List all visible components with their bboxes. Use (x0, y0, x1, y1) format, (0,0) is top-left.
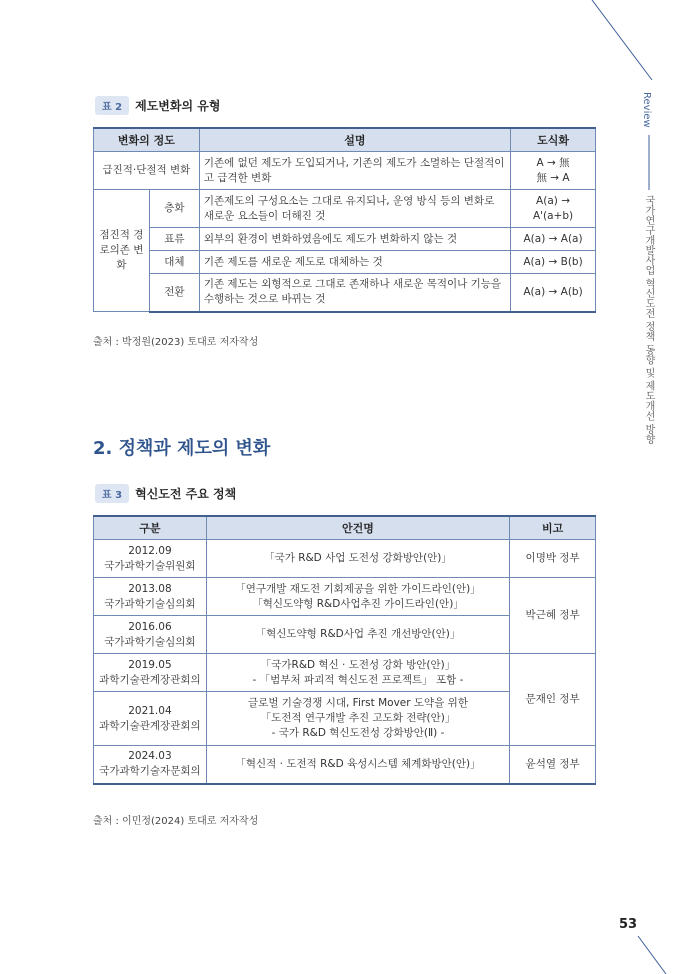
table2-title: 제도변화의 유형 (135, 99, 221, 113)
table3-header-note: 비고 (510, 516, 596, 540)
page-number: 53 (619, 917, 638, 932)
gradual-change-label: 점진적 경로의존 변화 (94, 190, 150, 312)
policy-category (94, 654, 207, 692)
policy-note: 윤석열 정부 (510, 746, 596, 784)
table2-caption (95, 96, 220, 115)
policy-org: 과학기술관계장관회의 (99, 719, 201, 732)
policy-agenda (206, 654, 509, 692)
policy-date: 2021.04 (128, 704, 172, 717)
sub-formula: A(a) → A(a) (511, 228, 596, 251)
table3-caption (95, 484, 236, 503)
table3 (93, 515, 596, 785)
sub-formula: A(a) → B(b) (511, 251, 596, 274)
table3-header-agenda: 안건명 (206, 516, 509, 540)
agenda-line: 「국가 R&D 사업 도전성 강화방안(안)」 (264, 552, 452, 564)
table2-tag: 표 2 (95, 96, 129, 115)
radical-formula-1: A → 無 (536, 156, 570, 169)
radical-formula-2: 無 → A (536, 171, 570, 184)
table3-source: 출처 : 이민정(2024) 토대로 저자작성 (93, 816, 259, 827)
radical-change-label: 급진적·단절적 변화 (94, 152, 200, 190)
table2-header-diagram: 도식화 (511, 128, 596, 152)
radical-change-formula (511, 152, 596, 190)
sub-desc: 기존 제도는 외형적으로 그대로 존재하나 새로운 목적이나 기능을 수행하는 것으로 바뀌는 것 (199, 274, 510, 312)
agenda-line: 「혁신도약형 R&D사업 추진 개선방안(안)」 (255, 628, 461, 640)
policy-agenda (206, 540, 509, 578)
policy-agenda (206, 692, 509, 746)
policy-note: 박근혜 정부 (510, 578, 596, 654)
policy-org: 국가과학기술심의회 (104, 635, 196, 648)
policy-category (94, 692, 207, 746)
sub-desc: 외부의 환경이 변화하였음에도 제도가 변화하지 않는 것 (199, 228, 510, 251)
side-review-label: Review (641, 92, 652, 128)
policy-date: 2016.06 (128, 620, 172, 633)
policy-org: 국가과학기술자문회의 (99, 765, 201, 778)
sub-type: 표류 (149, 228, 199, 251)
table2-header-desc: 설명 (199, 128, 510, 152)
sub-type: 전환 (149, 274, 199, 312)
table2 (93, 127, 596, 313)
policy-date: 2019.05 (128, 658, 172, 671)
table2-header-degree: 변화의 정도 (94, 128, 200, 152)
agenda-line: 「혁신도약형 R&D사업추진 가이드라인(안)」 (252, 597, 464, 610)
agenda-line: - 국가 R&D 혁신도전성 강화방안(Ⅱ) - (271, 727, 445, 739)
agenda-line: 「국가R&D 혁신 · 도전성 강화 방안(안)」 (260, 658, 456, 671)
section-heading: 2. 정책과 제도의 변화 (93, 438, 271, 459)
policy-agenda (206, 616, 509, 654)
sub-desc: 기존 제도를 새로운 제도로 대체하는 것 (199, 251, 510, 274)
table3-title: 혁신도전 주요 정책 (135, 487, 237, 501)
policy-org: 국가과학기술위원회 (104, 559, 196, 572)
table2-source: 출처 : 박정원(2023) 토대로 저자작성 (93, 337, 259, 348)
agenda-line: - 「범부처 파괴적 혁신도전 프로젝트」 포함 - (252, 673, 464, 686)
policy-date: 2013.08 (128, 582, 172, 595)
policy-note: 이명박 정부 (510, 540, 596, 578)
policy-agenda (206, 746, 509, 784)
sub-desc: 기존제도의 구성요소는 그대로 유지되나, 운영 방식 등의 변화로 새로운 요소들이 더해진 것 (199, 190, 510, 228)
agenda-line: 글로벌 기술경쟁 시대, First Mover 도약을 위한 (248, 697, 468, 709)
policy-date: 2024.03 (128, 750, 172, 763)
table3-tag: 표 3 (95, 484, 129, 503)
policy-date: 2012.09 (128, 544, 172, 557)
policy-note: 문재인 정부 (510, 654, 596, 746)
policy-org: 국가과학기술심의회 (104, 597, 196, 610)
policy-category (94, 540, 207, 578)
side-document-title: 국가연구개발사업 혁신도전 정책 동향 및 제도개선 방향 (643, 195, 654, 445)
policy-org: 과학기술관계장관회의 (99, 673, 201, 686)
sub-formula: A(a) → A'(a+b) (511, 190, 596, 228)
agenda-line: 「연구개발 재도전 기회제공을 위한 가이드라인(안)」 (235, 582, 481, 595)
policy-category (94, 616, 207, 654)
policy-category (94, 746, 207, 784)
sub-formula: A(a) → A(b) (511, 274, 596, 312)
top-diagonal-line (592, 0, 652, 80)
agenda-line: 「혁신적 · 도전적 R&D 육성시스템 체계화방안(안)」 (235, 757, 481, 770)
sub-type: 대체 (149, 251, 199, 274)
agenda-line: 「도전적 연구개발 추진 고도화 전략(안)」 (260, 712, 456, 724)
bottom-diagonal-line (638, 936, 666, 974)
policy-agenda (206, 578, 509, 616)
policy-category (94, 578, 207, 616)
table3-header-category: 구분 (94, 516, 207, 540)
sub-type: 층화 (149, 190, 199, 228)
radical-change-desc: 기존에 없던 제도가 도입되거나, 기존의 제도가 소멸하는 단절적이고 급격한 변화 (199, 152, 510, 190)
